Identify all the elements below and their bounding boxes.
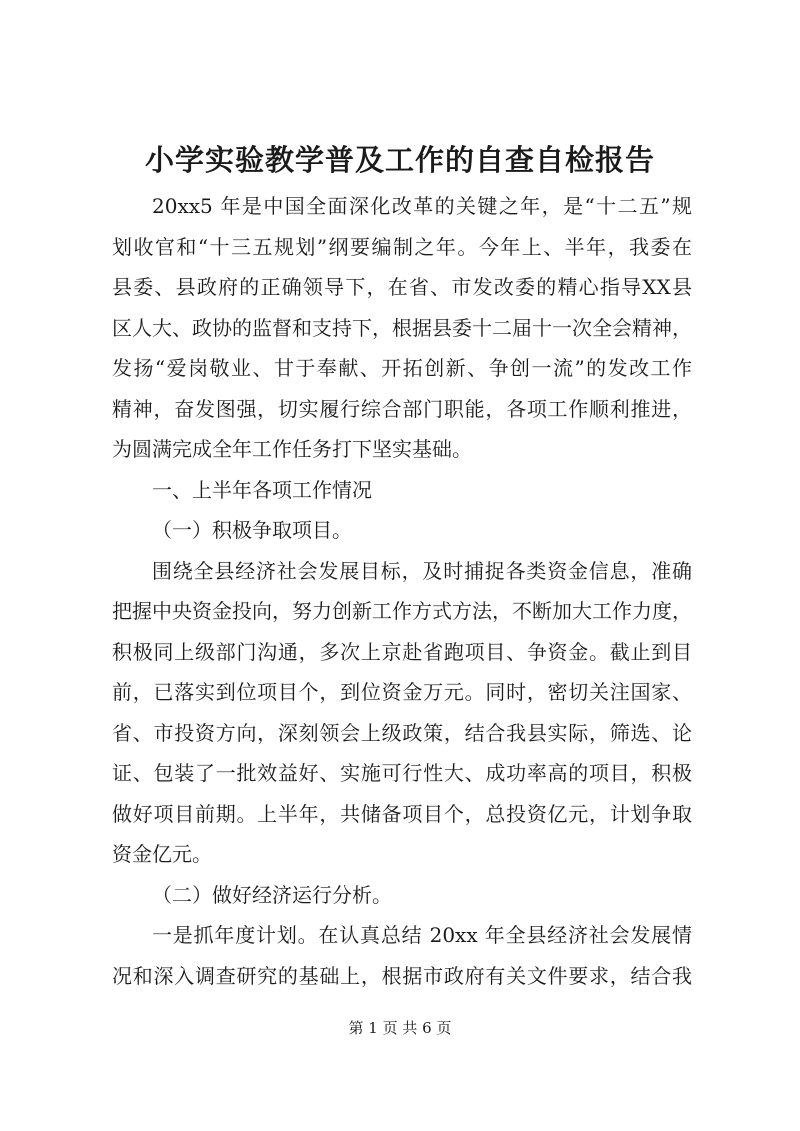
text-line: 做好项目前期。上半年，共储备项目个，总投资亿元，计划争取 [112,801,692,826]
text-line: 资金亿元。 [112,842,212,866]
text-line: 省、市投资方向，深刻领会上级政策，结合我县实际，筛选、论 [112,720,692,745]
text-line: 划收官和“十三五规划”纲要编制之年。今年上、半年，我委在 [112,234,692,259]
text-line: 证、包装了一批效益好、实施可行性大、成功率高的项目，积极 [112,761,692,785]
paragraph-planning [112,915,692,996]
text-line: 把握中央资金投向，努力创新工作方式方法，不断加大工作力度， [112,599,692,623]
text-line: 精神，奋发图强，切实履行综合部门职能，各项工作顺利推进， [112,396,692,421]
text-line: 积极同上级部门沟通，多次上京赴省跑项目、争资金。截止到目 [112,639,692,664]
page-footer: 第 1 页 共 6 页 [348,1019,452,1037]
text-line: 发扬“爱岗敬业、甘于奉献、开拓创新、争创一流”的发改工作 [112,356,692,380]
text-line: 县委、县政府的正确领导下，在省、市发改委的精心指导XX县 [112,275,692,299]
document-title: 小学实验教学普及工作的自查自检报告 [144,143,655,177]
text-line: 区人大、政协的监督和支持下，根据县委十二届十一次全会精神， [112,315,692,340]
paragraph-projects [112,551,692,875]
section-heading: 一、上半年各项工作情况 [152,477,372,502]
document-body [112,186,692,996]
text-line: 一是抓年度计划。在认真总结 20xx 年全县经济社会发展情 [152,923,692,947]
text-line: 为圆满完成全年工作任务打下坚实基础。 [112,437,472,461]
text-line: 前，已落实到位项目个，到位资金万元。同时，密切关注国家、 [112,680,692,704]
text-line: 围绕全县经济社会发展目标，及时捕捉各类资金信息，准确 [152,558,692,583]
text-line: 20xx5 年是中国全面深化改革的关键之年，是“十二五”规 [152,194,692,218]
text-line: 况和深入调查研究的基础上，根据市政府有关文件要求，结合我 [112,963,692,988]
subsection-heading: （二）做好经济运行分析。 [152,882,392,907]
subsection-heading: （一）积极争取项目。 [152,518,352,542]
paragraph-intro [112,186,692,470]
